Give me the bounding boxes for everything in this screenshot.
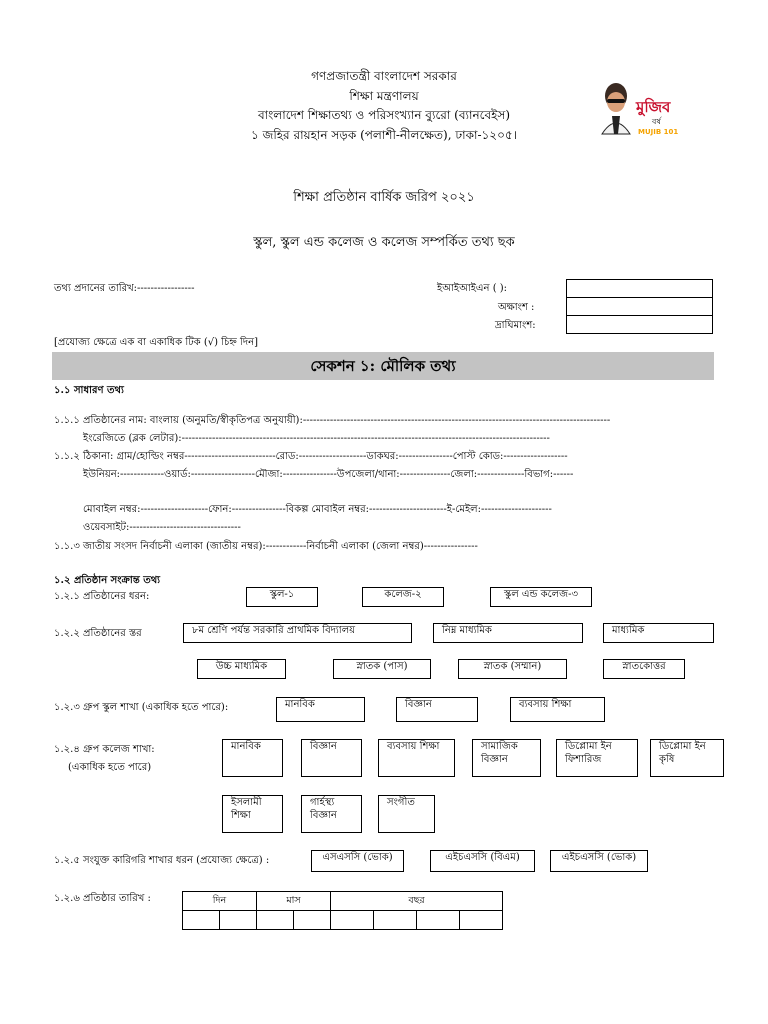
latitude-label: অক্ষাংশ :: [498, 302, 535, 313]
establishment-date-table: [182, 891, 503, 930]
month-digit-1[interactable]: [257, 911, 294, 930]
technical-branch-label: ১.২.৫ সংযুক্ত কারিগরি শাখার ধরন (প্রযোজ্য ক্ষেত্রে) :: [54, 855, 270, 866]
level-option-primary[interactable]: ৮ম শ্রেণি পর্যন্ত সরকারি প্রাথমিক বিদ্যালয়: [183, 623, 412, 643]
address-line-2: ইউনিয়ন:-------------ওয়ার্ড:-------------------মৌজা:----------------উপজেলা/থানা:---------------জেলা:--------------বিভাগ:------: [83, 469, 574, 480]
govt-title: গণপ্রজাতন্ত্রী বাংলাদেশ সরকার: [311, 69, 457, 83]
constituency-line: ১.১.৩ জাতীয় সংসদ নির্বাচনী এলাকা (জাতীয় নম্বর):------------নির্বাচনী এলাকা (জেলা নম্বর)----------------: [54, 541, 478, 552]
level-option-degree-pass[interactable]: স্নাতক (পাস): [333, 659, 431, 679]
school-group-label: ১.২.৩ গ্রুপ স্কুল শাখা (একাধিক হতে পারে):: [54, 702, 229, 713]
logo-sub-text: বর্ষ: [652, 117, 661, 126]
institution-info-heading: ১.২ প্রতিষ্ঠান সংক্রান্ত তথ্য: [54, 575, 161, 586]
info-date-label: তথ্য প্রদানের তারিখ:-----------------: [54, 283, 195, 294]
website-line: ওয়েবসাইট:---------------------------------: [83, 522, 241, 533]
school-group-business[interactable]: ব্যবসায় শিক্ষা: [510, 697, 605, 722]
level-option-secondary[interactable]: মাধ্যমিক: [603, 623, 714, 643]
college-group-note: (একাধিক হতে পারে): [68, 762, 152, 773]
technical-ssc-voc[interactable]: এসএসসি (ভোক): [311, 850, 404, 872]
college-group-label: ১.২.৪ গ্রুপ কলেজ শাখা:: [54, 744, 155, 755]
type-option-college[interactable]: কলেজ-২: [362, 587, 444, 607]
longitude-label: দ্রাঘিমাংশ:: [495, 320, 536, 331]
section1-header: সেকশন ১: মৌলিক তথ্য: [52, 352, 714, 380]
college-group-islamic-studies[interactable]: ইসলামী শিক্ষা: [222, 795, 283, 833]
college-group-diploma-fisheries[interactable]: ডিপ্লোমা ইন ফিশারিজ: [556, 739, 638, 777]
date-header-year: বছর: [331, 892, 503, 911]
general-info-heading: ১.১ সাধারণ তথ্য: [54, 385, 124, 396]
college-group-music[interactable]: সংগীত: [378, 795, 435, 833]
longitude-input[interactable]: [566, 315, 713, 334]
logo-mark-text: MUJIB 101: [638, 128, 679, 136]
establishment-date-label: ১.২.৬ প্রতিষ্ঠার তারিখ :: [54, 893, 151, 904]
institution-name-bangla: ১.১.১ প্রতিষ্ঠানের নাম: বাংলায় (অনুমতি/স্বীকৃতিপত্র অনুযায়ী):-------------------------------------------------------------------------------------------: [54, 415, 611, 426]
latitude-input[interactable]: [566, 297, 713, 316]
contact-line: মোবাইল নম্বর:--------------------ফোন:----------------বিকল্প মোবাইল নম্বর:-----------------------ই-মেইল:---------------------: [83, 504, 552, 515]
college-group-social-science[interactable]: সামাজিক বিজ্ঞান: [472, 739, 541, 777]
day-digit-1[interactable]: [183, 911, 220, 930]
college-group-diploma-agriculture[interactable]: ডিপ্লোমা ইন কৃষি: [650, 739, 724, 777]
school-group-humanities[interactable]: মানবিক: [276, 697, 365, 722]
tick-instruction: [প্রযোজ্য ক্ষেত্রে এক বা একাধিক টিক (√) চিহ্ন দিন]: [54, 337, 259, 348]
institution-level-label: ১.২.২ প্রতিষ্ঠানের স্তর: [54, 628, 142, 639]
college-group-home-economics[interactable]: গার্হস্থ্য বিজ্ঞান: [301, 795, 362, 833]
address-line-1: ১.১.২ ঠিকানা: গ্রাম/হোল্ডিং নম্বর---------------------------রোড:--------------------ডাকঘর:----------------পোস্ট কোড:-------------------: [54, 451, 568, 462]
logo-main-text: মুজিব: [636, 98, 671, 116]
institution-type-label: ১.২.১ প্রতিষ্ঠানের ধরন:: [54, 591, 150, 602]
survey-title: শিক্ষা প্রতিষ্ঠান বার্ষিক জরিপ ২০২১: [293, 190, 475, 205]
survey-subtitle: স্কুল, স্কুল এন্ড কলেজ ও কলেজ সম্পর্কিত তথ্য ছক: [253, 235, 515, 250]
school-group-science[interactable]: বিজ্ঞান: [396, 697, 478, 722]
year-digit-4[interactable]: [460, 911, 503, 930]
level-option-masters[interactable]: স্নাতকোত্তর: [603, 659, 685, 679]
ministry-title: শিক্ষা মন্ত্রণালয়: [349, 89, 419, 103]
technical-hsc-bm[interactable]: এইচএসসি (বিএম): [430, 850, 535, 872]
level-option-lower-secondary[interactable]: নিম্ন মাধ্যমিক: [433, 623, 583, 643]
mujib-borsho-logo: [594, 76, 684, 140]
date-header-day: দিন: [183, 892, 257, 911]
institution-name-english: ইংরেজিতে (ব্লক লেটার):-------------------------------------------------------------------------------------------------------------: [83, 433, 550, 444]
year-digit-2[interactable]: [374, 911, 417, 930]
college-group-science[interactable]: বিজ্ঞান: [301, 739, 362, 777]
day-digit-2[interactable]: [220, 911, 257, 930]
year-digit-3[interactable]: [417, 911, 460, 930]
type-option-school-college[interactable]: স্কুল এন্ড কলেজ-৩: [490, 587, 592, 607]
technical-hsc-voc[interactable]: এইচএসসি (ভোক): [550, 850, 648, 872]
eiin-input[interactable]: [566, 279, 713, 298]
type-option-school[interactable]: স্কুল-১: [246, 587, 318, 607]
eiin-label: ইআইআইএন ( ):: [437, 283, 508, 294]
year-digit-1[interactable]: [331, 911, 374, 930]
bureau-title: বাংলাদেশ শিক্ষাতথ্য ও পরিসংখ্যান ব্যুরো (ব্যানবেইস): [257, 108, 511, 122]
college-group-business[interactable]: ব্যবসায় শিক্ষা: [378, 739, 455, 777]
level-option-degree-honours[interactable]: স্নাতক (সম্মান): [458, 659, 567, 679]
college-group-humanities[interactable]: মানবিক: [222, 739, 283, 777]
bureau-address: ১ জহির রায়হান সড়ক (পলাশী-নীলক্ষেত), ঢাকা-১২০৫।: [250, 128, 517, 142]
month-digit-2[interactable]: [294, 911, 331, 930]
level-option-higher-secondary[interactable]: উচ্চ মাধ্যমিক: [197, 659, 286, 679]
date-header-month: মাস: [257, 892, 331, 911]
